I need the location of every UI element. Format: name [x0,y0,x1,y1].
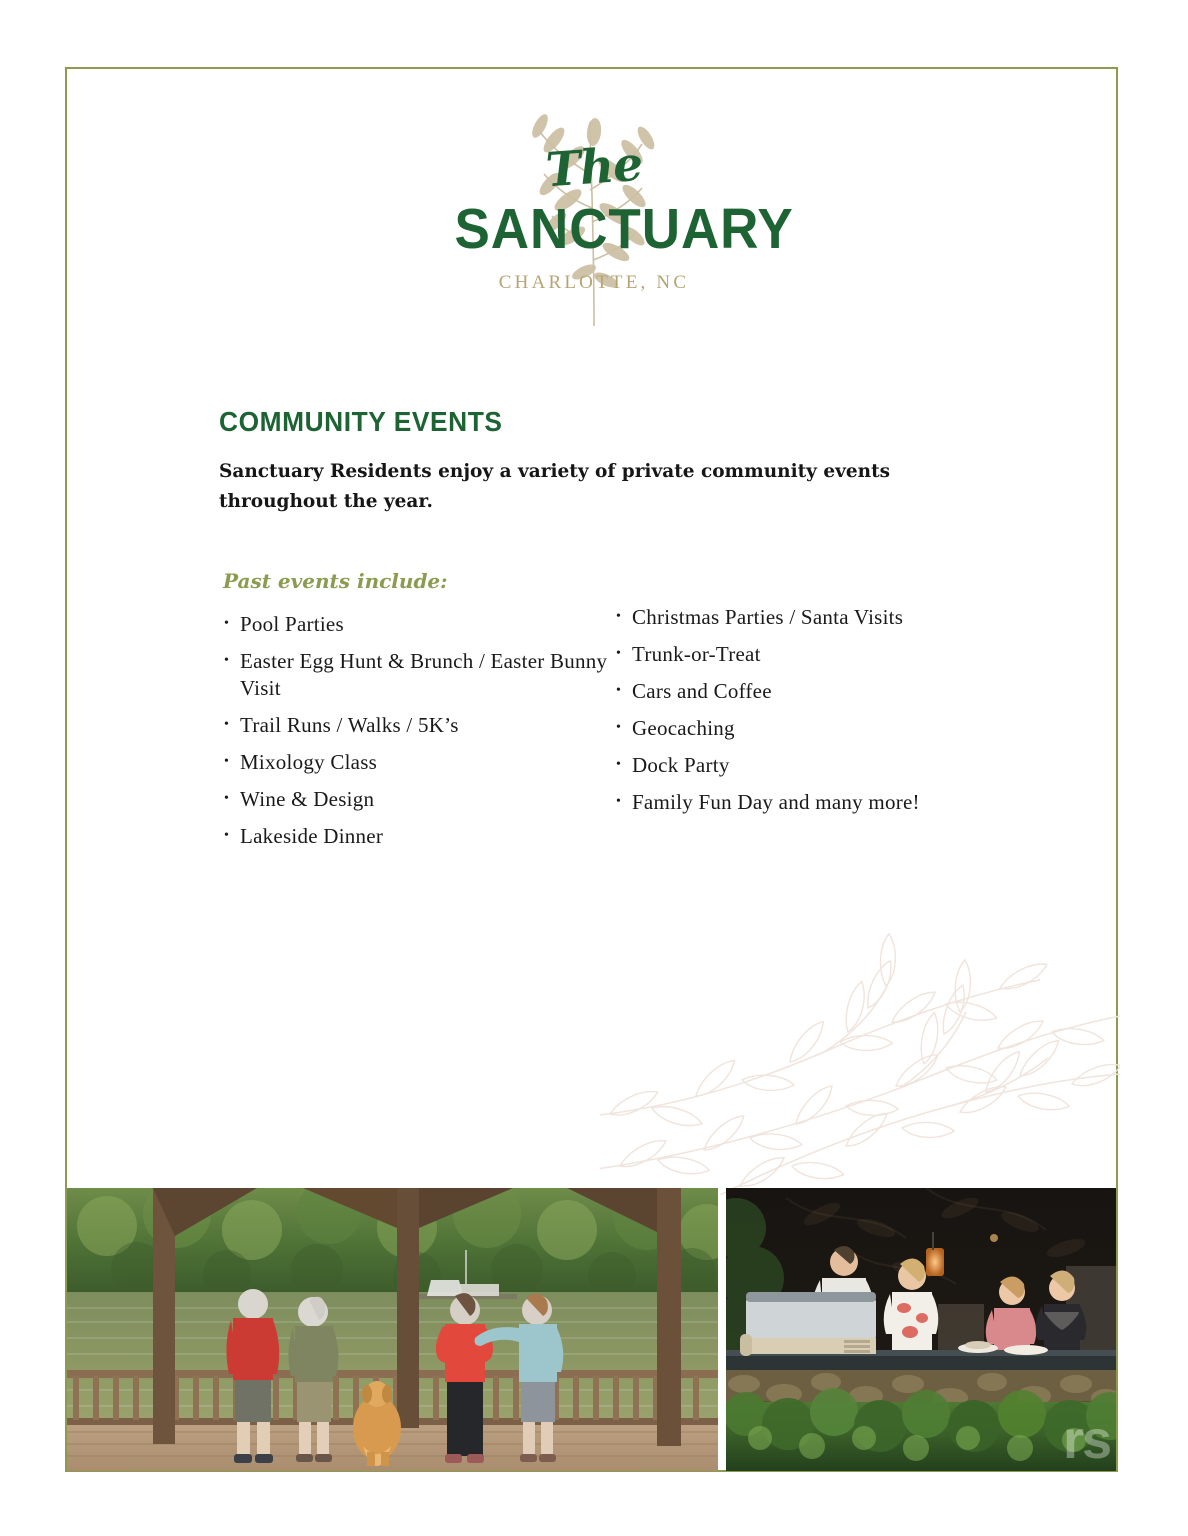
sanctuary-logo [0,104,1188,329]
botanical-branch-watermark [600,920,1120,1195]
events-list-right [616,604,976,860]
list-item: • Dock Party [616,752,976,779]
lake-dock-photo [67,1188,718,1471]
list-item: • Christmas Parties / Santa Visits [616,604,976,631]
list-item: • Wine & Design [224,786,616,813]
list-item: • Lakeside Dinner [224,823,616,850]
list-item: • Easter Egg Hunt & Brunch / Easter Bunny Visit [224,648,616,702]
list-item: • Mixology Class [224,749,616,776]
intro-paragraph: Sanctuary Residents enjoy a variety of private community events throughout the year. [219,461,891,512]
logo-brand-name: SANCTUARY [454,197,794,261]
logo-script-word: The [544,136,644,199]
content-area [219,406,979,860]
list-item: • Trail Runs / Walks / 5K’s [224,712,616,739]
list-item: • Trunk-or-Treat [616,641,976,668]
logo-artwork [444,104,794,329]
photo-strip [67,1188,1116,1471]
events-columns [219,605,979,860]
list-item: • Pool Parties [224,611,616,638]
logo-location: CHARLOTTE, NC [498,272,690,293]
stock-photo-watermark: rs [1062,1410,1110,1470]
past-events-label: Past events include: [223,569,448,593]
outdoor-kitchen-photo [726,1188,1116,1471]
list-item: • Geocaching [616,715,976,742]
section-title: COMMUNITY EVENTS [219,406,503,437]
list-item: • Cars and Coffee [616,678,976,705]
events-list-left [219,611,616,860]
list-item: • Family Fun Day and many more! [616,789,976,816]
